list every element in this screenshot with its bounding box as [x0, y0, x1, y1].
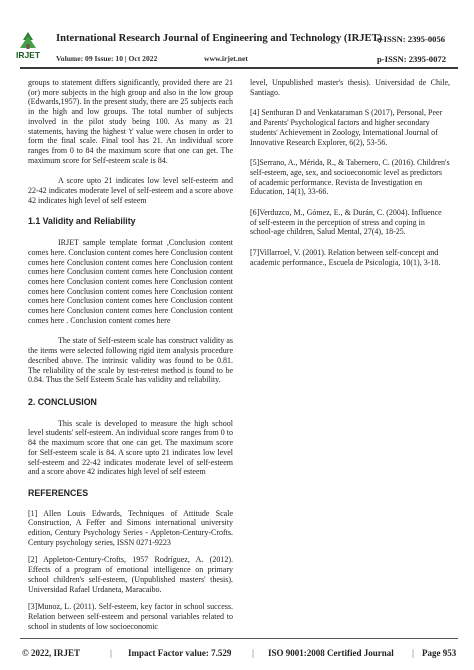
paragraph-score-levels: A score upto 21 indicates low level self-esteem and 22-42 indicates moderate level of self-esteem and a score above 42 indicates high level of self esteem — [28, 176, 233, 205]
footer-divider — [20, 638, 458, 639]
header-divider — [20, 67, 458, 69]
reference-2: [2] Appleton-Century-Crofts, 1957 Rodríguez, A. (2012). Effects of a program of emotional intelligence on primary school children's self-esteem, (Unpublished masters' thesis). Universidad Rafael Urdaneta, Maracaibo. — [28, 555, 233, 594]
footer-separator-2: | — [252, 648, 254, 658]
heading-validity: 1.1 Validity and Reliability — [28, 216, 136, 227]
left-column — [28, 78, 233, 631]
footer-separator-3: | — [412, 648, 414, 658]
logo-text: IRJET — [15, 50, 41, 60]
irjet-logo — [11, 30, 45, 60]
page-header — [0, 0, 474, 68]
p-issn: p-ISSN: 2395-0072 — [377, 54, 446, 64]
reference-6: [6]Verduzco, M., Gómez, E., & Durán, C. (2004). Influence of self-esteem in the perception of stress and coping in school-age children, Salud Mental, 27(4), 18-25. — [250, 208, 442, 237]
reference-3: [3]Munoz, L. (2011). Self-esteem, key factor in school success. Relation between self-esteem and personal variables related to school in students of low socioeconomic — [28, 602, 233, 631]
footer-impact-factor: Impact Factor value: 7.529 — [128, 648, 232, 658]
website-link[interactable]: www.irjet.net — [204, 54, 248, 63]
footer-page-number: Page 953 — [422, 648, 457, 658]
paragraph-validity: The state of Self-esteem scale has construct validity as the items were selected following rigid item analysis procedure described above. The intrinsic validity was found to be 0.81. The reliability of the scale by test-retest method is found to be 0.84. Thus the Self Esteem Scale has validity and reliability. — [28, 336, 233, 385]
heading-references: REFERENCES — [28, 487, 89, 498]
footer-separator-1: | — [110, 648, 112, 658]
reference-4: [4] Senthuran D and Venkataraman S (2017), Personal, Peer and Parents' Psychological factors and higher secondary students' Achievement in Zoology, International Journal of Innovative Research Explorer, 6(2), 53-56. — [250, 108, 443, 147]
right-column — [250, 78, 450, 268]
paragraph-scoring: groups to statement differs significantly, provided there are 21 (or) more subjects in the high group and also in the low group (Edwards,1957). In the present study, there are 25 subjects each in the high and low groups. The total number of subjects involved in the pilot study being 100. As many as 21 statements, having the highest 't' value were chosen in order to form the final scale. Final tool has 21. An individual score ranges from 0 to 84 the maximum score that one can get. The maximum score for Self-esteem scale is 84. — [28, 78, 233, 165]
paragraph-template: IRJET sample template format ,Conclusion content comes here. Conclusion content comes here Conclusion content comes here Conclusion content comes here Conclusion content comes here Conclusion content comes here Conclusion content comes here Conclusion content comes here Conclusion content comes here Conclusion content comes here Conclusion content comes here Conclusion content comes here Conclusion content comes here Conclusion content comes here Conclusion content comes here . Conclusion content comes here — [28, 238, 233, 325]
reference-7: [7]Villarroel, V. (2001). Relation between self-concept and academic performance., Escuela de Psicologia, 10(1), 3-18. — [250, 248, 441, 267]
heading-conclusion: 2. CONCLUSION — [28, 396, 97, 407]
paragraph-conclusion: This scale is developed to measure the high school level students' self-esteem. An individual score ranges from 0 to 84 the maximum score that one can get. The maximum score for Self-esteem scale is 84. A score upto 21 indicates low level self-esteem and 22-42 indicates moderate level of self-esteem and a score above 42 indicates high level of self esteem — [28, 418, 233, 477]
reference-1: [1] Allen Louis Edwards, Techniques of Attitude Scale Construction, A Feffer and Simons international university edition, Century Psychology Series - Appleton-Century-Crofts. Century psychology series, ISSN 0271-9223 — [28, 508, 233, 547]
reference-3-continued: level, Unpublished master's thesis). Universidad de Chile, Santiago. — [250, 78, 450, 97]
e-issn: e-ISSN: 2395-0056 — [377, 34, 446, 44]
footer-iso: ISO 9001:2008 Certified Journal — [268, 648, 394, 658]
footer-copyright: © 2022, IRJET — [22, 648, 80, 658]
journal-title: International Research Journal of Engineering and Technology (IRJET) — [56, 33, 383, 44]
volume-issue: Volume: 09 Issue: 10 | Oct 2022 — [56, 54, 158, 63]
reference-5: [5]Serrano, A., Mérida, R., & Tabernero, C. (2016). Children's self-esteem, age, sex, and socioeconomic level as predictors of academic performance. Revista de Investigation en Education, 14(1), 33-66. — [250, 158, 450, 197]
